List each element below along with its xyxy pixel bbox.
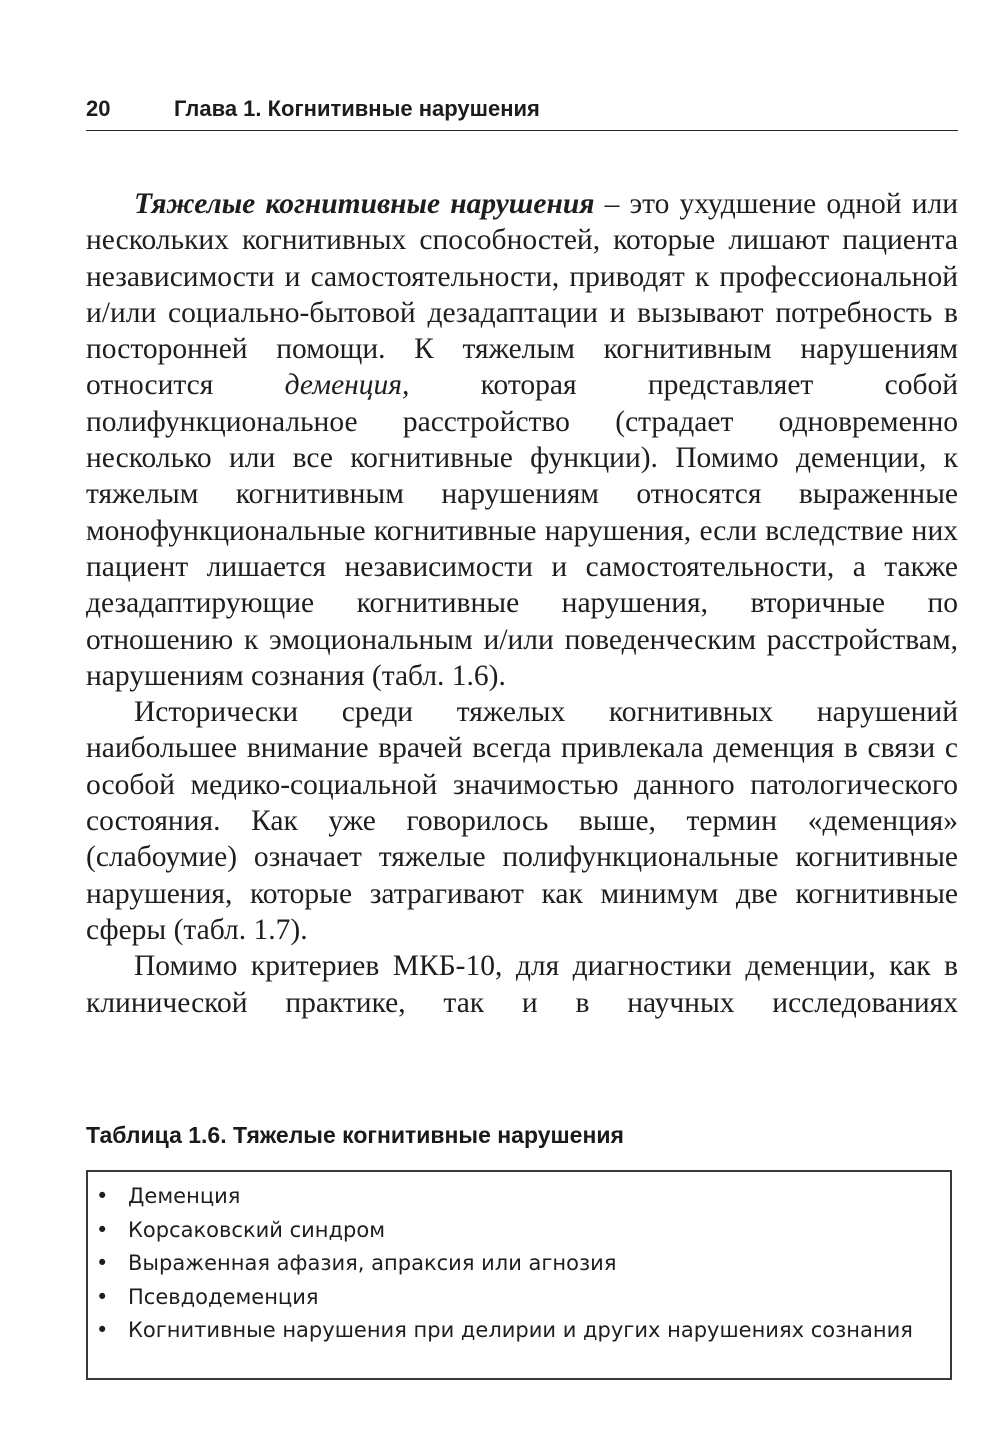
running-header [86, 94, 958, 131]
paragraph-3: Помимо критериев МКБ-10, для диагностики деменции, как в клинической практике, так и в научных исследованиях [86, 950, 958, 1019]
list-item [96, 1281, 930, 1315]
list-item [96, 1247, 930, 1281]
list-item-text: Выраженная афазия, апраксия или агнозия [128, 1251, 617, 1275]
defined-term: Тяжелые когнитивные нарушения [134, 188, 595, 220]
list-item-text: Деменция [128, 1184, 241, 1208]
bullet-icon: • [96, 1184, 109, 1208]
bullet-icon: • [96, 1318, 109, 1342]
table-title: Таблица 1.6. Тяжелые когнитивные нарушения [86, 1122, 624, 1148]
list-item [96, 1214, 930, 1248]
list-item-text: Когнитивные нарушения при делирии и других нарушениях сознания [128, 1318, 913, 1342]
paragraph-2: Исторически среди тяжелых когнитивных нарушений наибольшее внимание врачей всегда привлекала деменция в связи с особой медико-социальной значимостью данного патологического состояния. Как уже говорилось выше, термин «деменция» (слабоумие) означает тяжелые полифункциональные когнитивные нарушения, которые затрагивают как минимум две когнитивные сферы (табл. 1.7). [86, 696, 958, 946]
table-list [96, 1180, 930, 1348]
emphasis-dementia: деменция, [284, 369, 410, 402]
bullet-icon: • [96, 1251, 109, 1275]
list-item [96, 1180, 930, 1214]
body-text [86, 186, 958, 1021]
table-box [86, 1170, 952, 1380]
page-number: 20 [86, 96, 111, 121]
list-item-text: Корсаковский синдром [128, 1217, 386, 1242]
paragraph-1-text-a: – это ухудшение одной или нескольких когнитивных способностей, которые лишают пациента независимости и самостоятельности, приводят к профессиональной и/или социально-бытовой дезадаптации и вызывают потребность в посторонней помощи. К тяжелым когнитивным нарушениям относится [86, 188, 958, 402]
bullet-icon: • [96, 1217, 109, 1242]
chapter-title: Глава 1. Когнитивные нарушения [174, 96, 540, 121]
paragraph-1-text-b: которая представляет собой полифункциональное расстройство (страдает одновременно несколько или все когнитивные функции). Помимо деменции, к тяжелым когнитивным нарушениям относятся выраженные монофункциональные когнитивные нарушения, если вследствие них пациент лишается независимости и самостоятельности, а также дезадаптирующие когнитивные нарушения, вторичные по отношению к эмоциональным и/или поведенческим расстройствам, нарушениям сознания (табл. 1.6). [86, 369, 958, 692]
list-item [96, 1314, 930, 1348]
list-item-text: Псевдодеменция [128, 1284, 319, 1309]
paragraph-1 [86, 186, 958, 694]
bullet-icon: • [96, 1284, 109, 1309]
